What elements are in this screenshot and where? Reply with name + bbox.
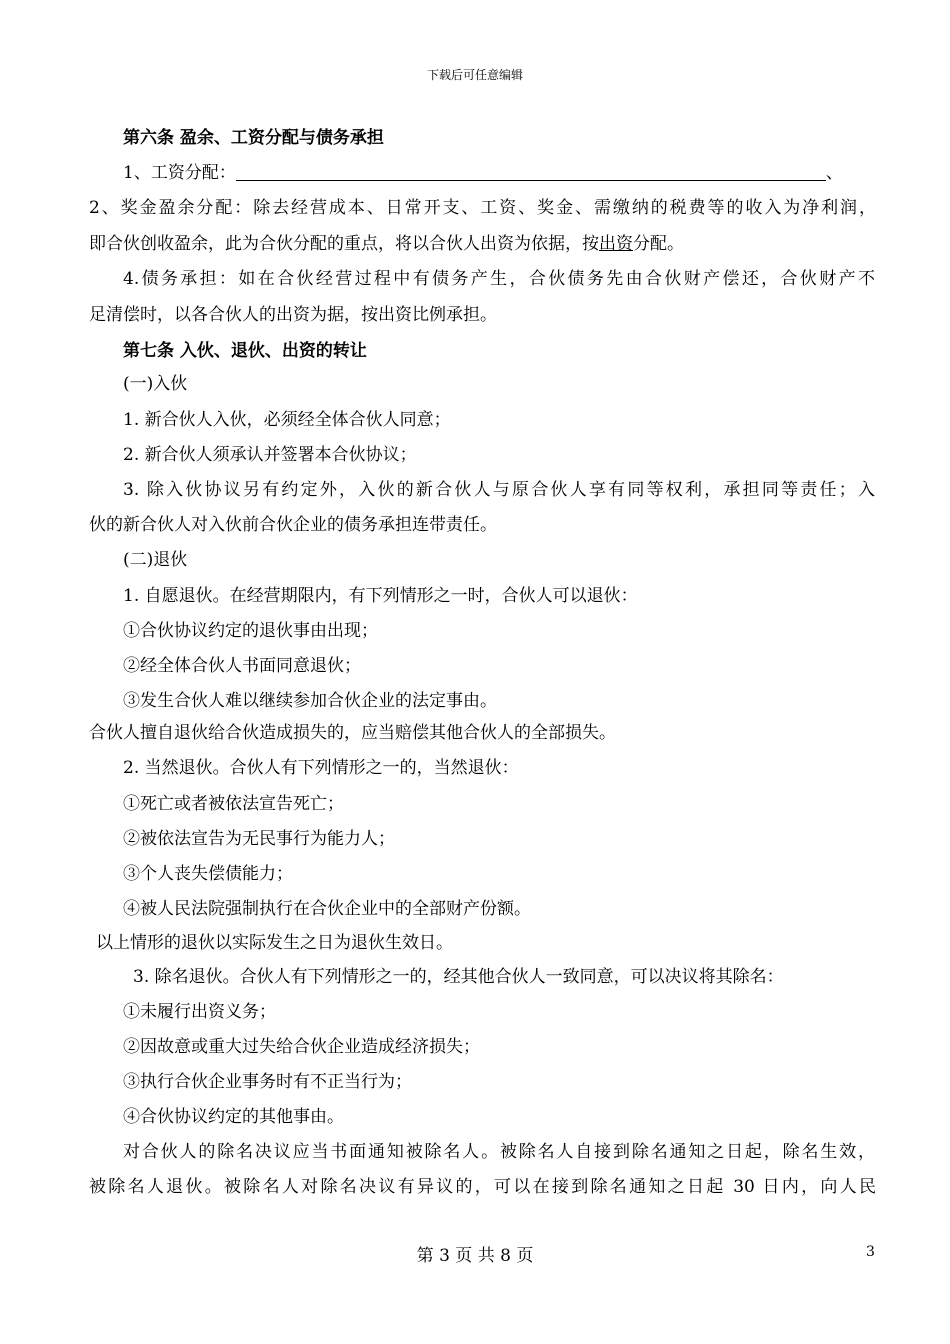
- list-item: ③个人丧失偿债能力；: [123, 864, 293, 884]
- section-heading-7: 第七条 入伙、退伙、出资的转让: [123, 341, 367, 361]
- wage-blank-line: [236, 163, 826, 181]
- list-item: ④合伙协议约定的其他事由。: [123, 1107, 344, 1127]
- list-item: ②因故意或重大过失给合伙企业造成经济损失；: [123, 1037, 480, 1057]
- list-item: ①合伙协议约定的退伙事由出现；: [123, 621, 378, 641]
- paragraph-text: 即合伙创收盈余，此为合伙分配的重点，将以合伙人出资为依据，按: [89, 234, 599, 254]
- list-item: ③发生合伙人难以继续参加合伙企业的法定事由。: [123, 691, 497, 711]
- list-item: 1. 新合伙人入伙，必须经全体合伙人同意；: [123, 410, 451, 430]
- list-item: 2. 当然退伙。合伙人有下列情形之一的，当然退伙：: [123, 758, 519, 778]
- paragraph-line: 对合伙人的除名决议应当书面通知被除名人。被除名人自接到除名通知之日起，除名生效，: [123, 1142, 875, 1162]
- paragraph-line: 足清偿时，以各合伙人的出资为据，按出资比例承担。: [89, 305, 497, 325]
- subsection-heading: (二)退伙: [123, 550, 188, 570]
- paragraph-line: 以上情形的退伙以实际发生之日为退伙生效日。: [96, 933, 453, 953]
- paragraph-line: [89, 233, 684, 255]
- list-item: ②被依法宣告为无民事行为能力人；: [123, 829, 395, 849]
- section-heading-6: 第六条 盈余、工资分配与债务承担: [123, 128, 384, 148]
- list-item: ③执行合伙企业事务时有不正当行为；: [123, 1072, 412, 1092]
- list-item: 3. 除名退伙。合伙人有下列情形之一的，经其他合伙人一致同意，可以决议将其除名：: [133, 967, 784, 987]
- subsection-heading: (一)入伙: [123, 374, 188, 394]
- paragraph-line: 被除名人退伙。被除名人对除名决议有异议的，可以在接到除名通知之日起 30 日内，向人民: [89, 1177, 876, 1197]
- underlined-text: 出资: [599, 234, 633, 254]
- page-number: 3: [866, 1244, 875, 1260]
- paragraph-line: 伙的新合伙人对入伙前合伙企业的债务承担连带责任。: [89, 515, 497, 535]
- list-item: ②经全体合伙人书面同意退伙；: [123, 656, 361, 676]
- page-footer: 第 3 页 共 8 页: [416, 1246, 534, 1266]
- page-header: 下载后可任意编辑: [426, 68, 523, 82]
- wage-distribution-line: [123, 162, 843, 184]
- paragraph-line: 合伙人擅自退伙给合伙造成损失的，应当赔偿其他合伙人的全部损失。: [89, 723, 616, 743]
- paragraph-line: 2、奖金盈余分配：除去经营成本、日常开支、工资、奖金、需缴纳的税费等的收入为净利润，: [89, 198, 876, 218]
- list-item: 1. 自愿退伙。在经营期限内，有下列情形之一时，合伙人可以退伙：: [123, 586, 638, 606]
- wage-line-end: 、: [825, 163, 843, 183]
- list-item: 2. 新合伙人须承认并签署本合伙协议；: [123, 445, 417, 465]
- list-item: 3. 除入伙协议另有约定外，入伙的新合伙人与原合伙人享有同等权利，承担同等责任；入: [123, 480, 875, 500]
- list-item: ①未履行出资义务；: [123, 1002, 276, 1022]
- paragraph-line: 4.债务承担：如在合伙经营过程中有债务产生，合伙债务先由合伙财产偿还，合伙财产不: [123, 269, 875, 289]
- list-item: ④被人民法院强制执行在合伙企业中的全部财产份额。: [123, 899, 531, 919]
- wage-distribution-label: 1、工资分配：: [123, 163, 236, 183]
- list-item: ①死亡或者被依法宣告死亡；: [123, 794, 344, 814]
- paragraph-text: 分配。: [633, 234, 684, 254]
